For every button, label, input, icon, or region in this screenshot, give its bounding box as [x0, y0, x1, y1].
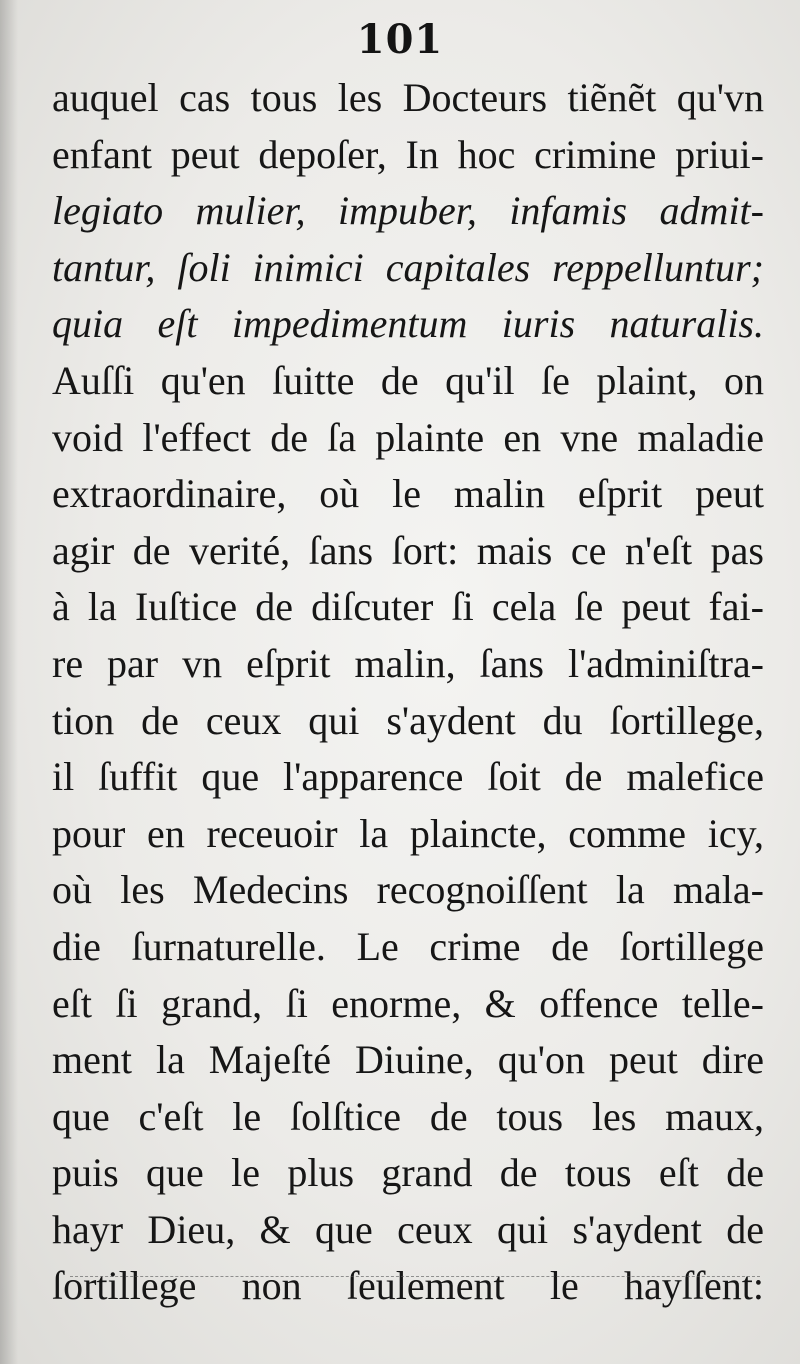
text-line: à la Iuſtice de diſcuter ſi cela ſe peut fai-: [52, 584, 764, 630]
text-line: void l'effect de ſa plainte en vne maladie: [52, 414, 764, 460]
text-line-italic: legiato mulier, impuber, infamis admit-: [52, 188, 764, 234]
text-line: il ſuffit que l'apparence ſoit de malefice: [52, 754, 764, 800]
text-line: auquel cas tous les Docteurs tiẽnẽt qu'vn: [52, 75, 764, 120]
text-line: puis que le plus grand de tous eſt de: [52, 1150, 764, 1196]
page-gutter-shadow: [0, 0, 18, 1364]
text-line: Auſſi qu'en ſuitte de qu'il ſe plaint, on: [52, 357, 764, 403]
text-line: eſt ſi grand, ſi enorme, & offence telle-: [52, 980, 764, 1026]
text-line: que c'eſt le ſolſtice de tous les maux,: [52, 1093, 764, 1139]
text-line: ment la Majeſté Diuine, qu'on peut dire: [52, 1037, 764, 1083]
text-line: die ſurnaturelle. Le crime de ſortillege: [52, 923, 764, 969]
text-line: extraordinaire, où le malin eſprit peut: [52, 471, 764, 517]
text-line: où les Medecins recognoiſſent la mala-: [52, 867, 764, 913]
text-line: pour en receuoir la plaincte, comme icy,: [52, 810, 764, 856]
bottom-rule: [70, 1276, 760, 1277]
text-line: hayr Dieu, & que ceux qui s'aydent de: [52, 1206, 764, 1252]
text-line: re par vn eſprit malin, ſans l'adminiſtra-: [52, 640, 764, 686]
text-line-italic: tantur, ſoli inimici capitales reppelluntur;: [52, 244, 764, 290]
page-number: 101: [356, 16, 444, 63]
text-line-italic: quia eſt impedimentum iuris naturalis.: [52, 301, 764, 347]
text-line: tion de ceux qui s'aydent du ſortillege,: [52, 697, 764, 743]
body-text: [52, 70, 764, 1315]
text-line: agir de verité, ſans ſort: mais ce n'eſt pas: [52, 527, 764, 573]
text-line: ſortillege non ſeulement le hayſſent:: [52, 1263, 764, 1309]
text-line: enfant peut depoſer, In hoc crimine priui-: [52, 131, 764, 177]
